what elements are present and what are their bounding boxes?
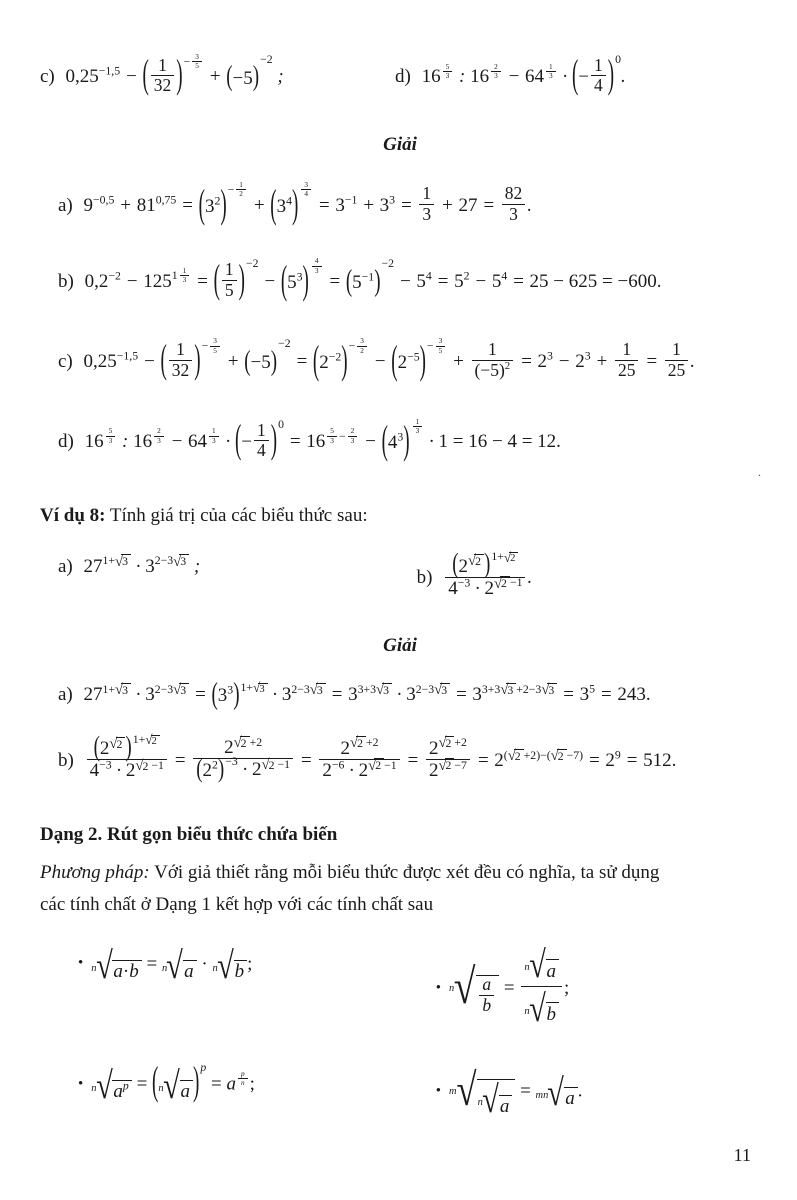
- solution-8a: [40, 678, 760, 712]
- example-8-title: [40, 505, 760, 527]
- example-8a-math: a) $27^{1+√3} \cdot 3^{2-3√3}$ ;: [58, 553, 201, 577]
- example-8a: [40, 553, 397, 577]
- example-8-label: Ví dụ 8:: [40, 504, 106, 526]
- dang-2-title: Dạng 2. Rút gọn biểu thức chứa biến: [40, 823, 338, 845]
- problem-d-math: d) 16 $^{\frac{5}{3}}$ : 16 $^{\frac{2}{3}}$ − 64 $^{\frac{1}{3}}$ · (− $\frac{1}{4}$ )0.: [395, 52, 626, 98]
- bullet-icon: •: [435, 979, 442, 996]
- solution-7d-math: d) 16 $^{\frac{5}{3}}$ : 16 $^{\frac{2}{3}}$ − 64 $^{\frac{1}{3}}$ · (− $\frac{1}{4}$ )0 = 16 $^{\frac{5}{3} - \frac{2}{3}}$ − $(4^3)$ $\frac{1}{3}$ · 1 = 16 − 4 = 12.: [58, 416, 561, 464]
- rule-4-math: $^m$√ $^n$√a = $^{mn}$√a .: [449, 1063, 583, 1122]
- dang-2-method: [40, 862, 760, 884]
- dang-2-method-2: [40, 894, 760, 916]
- solution-8b: [40, 731, 760, 785]
- problem-row-cd: [40, 52, 760, 98]
- solution-7c-math: c) $0,25^{-1,5}$ − ( $\frac{1}{32}$ )− $\frac{3}{5}$ + $(-5)-2 = (2^{-2})-$ $\frac{3}{2}$ − $(2^{-5})-$ $\frac{3}{5}$ + $\frac{1}{(-5)^2}$ = $2^3 - 2^3$ + $\frac{1}{25}$ = $\frac{1}{25}$ .: [58, 336, 695, 384]
- dang-2-heading: [40, 824, 760, 846]
- method-text: Với giả thiết rằng mỗi biểu thức được xét đều có nghĩa, ta sử dụng: [149, 861, 660, 883]
- solution-8a-math: a) $27^{1+√3} \cdot 3^{2-3√3} = (3^3)1+√3 \cdot 3^{2-3√3} = 3^{3+3√3} \cdot 3^{2-3√3} = 3^{3+3√3 +2-3√3} = 3^5 = 243$.: [58, 678, 651, 712]
- rule-2-math: $^n$√ $\frac{a}{b}$ = $\frac{^n√a}{^n√b}$ ;: [449, 944, 570, 1031]
- solution-7b: [40, 256, 760, 304]
- problem-c-math: c) $0,25^{-1,5}$ − ( $\frac{1}{32}$ )− $\frac{3}{5}$ + (−5)−2 ;: [40, 52, 284, 98]
- rule-2: [398, 946, 760, 1032]
- bullet-icon: •: [435, 1082, 442, 1099]
- rule-4: [398, 1063, 760, 1122]
- solution-7d: [40, 416, 760, 464]
- rule-3: [40, 1060, 398, 1107]
- rules-row-2: [40, 1060, 760, 1122]
- solution-7b-math: b) $0,2^{-2} - 125^{1 \frac{1}{3}}$ = ( $\frac{1}{5}$ )$-2 - (5^3)$ $\frac{4}{3}$ = $(5^{-1})-2 - 5^4 = 5^2 - 5^4 = 25 - 625 = -600$.: [58, 256, 662, 304]
- page-content: [40, 52, 760, 1122]
- solution-7a: [40, 180, 760, 228]
- example-8-problems: [40, 549, 760, 602]
- example-8-text: Tính giá trị của các biểu thức sau:: [105, 504, 368, 526]
- solution-heading-2: [40, 635, 760, 657]
- giai-label-1: Giải: [383, 134, 417, 156]
- giai-label-2: Giải: [383, 635, 417, 657]
- rule-1-math: $^n$√a·b = $^n$√a · $^n$√b ;: [91, 944, 253, 987]
- solution-heading-1: [40, 134, 760, 156]
- method-label: Phương pháp:: [40, 861, 150, 883]
- rule-3-math: $^n√a^p = (^n√a$ )p = a $^{\frac{p}{n}}$ ;: [91, 1060, 255, 1107]
- solution-8b-math: b) $\frac{(2^{√2} )1+√2}{4^{-3} \cdot 2^{√2 -1}}$ = $\frac{2^{√2 +2}}{(2^2)-3 \cdot 2^{√2 -1}}$ = $\frac{2^{√2 +2}}{2^{-6} \cdot 2^{√2 -1}}$ = $\frac{2^{√2 +2}}{2^{√2 -7}}$ = $2^{(√2 +2)-(√2 -7)} = 2^9 = 512$.: [58, 731, 677, 785]
- bullet-icon: •: [78, 1075, 84, 1092]
- problem-c: [40, 52, 395, 98]
- example-8b-math: b) $\frac{(2^{√2} )1+√2}{4^{-3} \cdot 2^{√2 -1}}$ .: [416, 549, 533, 599]
- example-8b: [397, 549, 760, 602]
- rule-1: [40, 944, 398, 987]
- page-number: 11: [733, 1145, 751, 1165]
- rules-row-1: [40, 946, 760, 1032]
- bullet-icon: •: [78, 955, 84, 972]
- solution-7c: [40, 336, 760, 384]
- solution-7a-math: a) $9^{-0,5} + 81^{0,75} = (3^2)-$ $\frac{1}{2}$ + $(3^4)$ $\frac{3}{4}$ = $3^{-1} + 3^3$ = $\frac{1}{3}$ + 27 = $\frac{82}{3}$ .: [58, 180, 532, 228]
- page-speck: .: [758, 465, 761, 479]
- method-text-2: các tính chất ở Dạng 1 kết hợp với các tính chất sau: [40, 893, 434, 915]
- problem-d: [395, 52, 755, 98]
